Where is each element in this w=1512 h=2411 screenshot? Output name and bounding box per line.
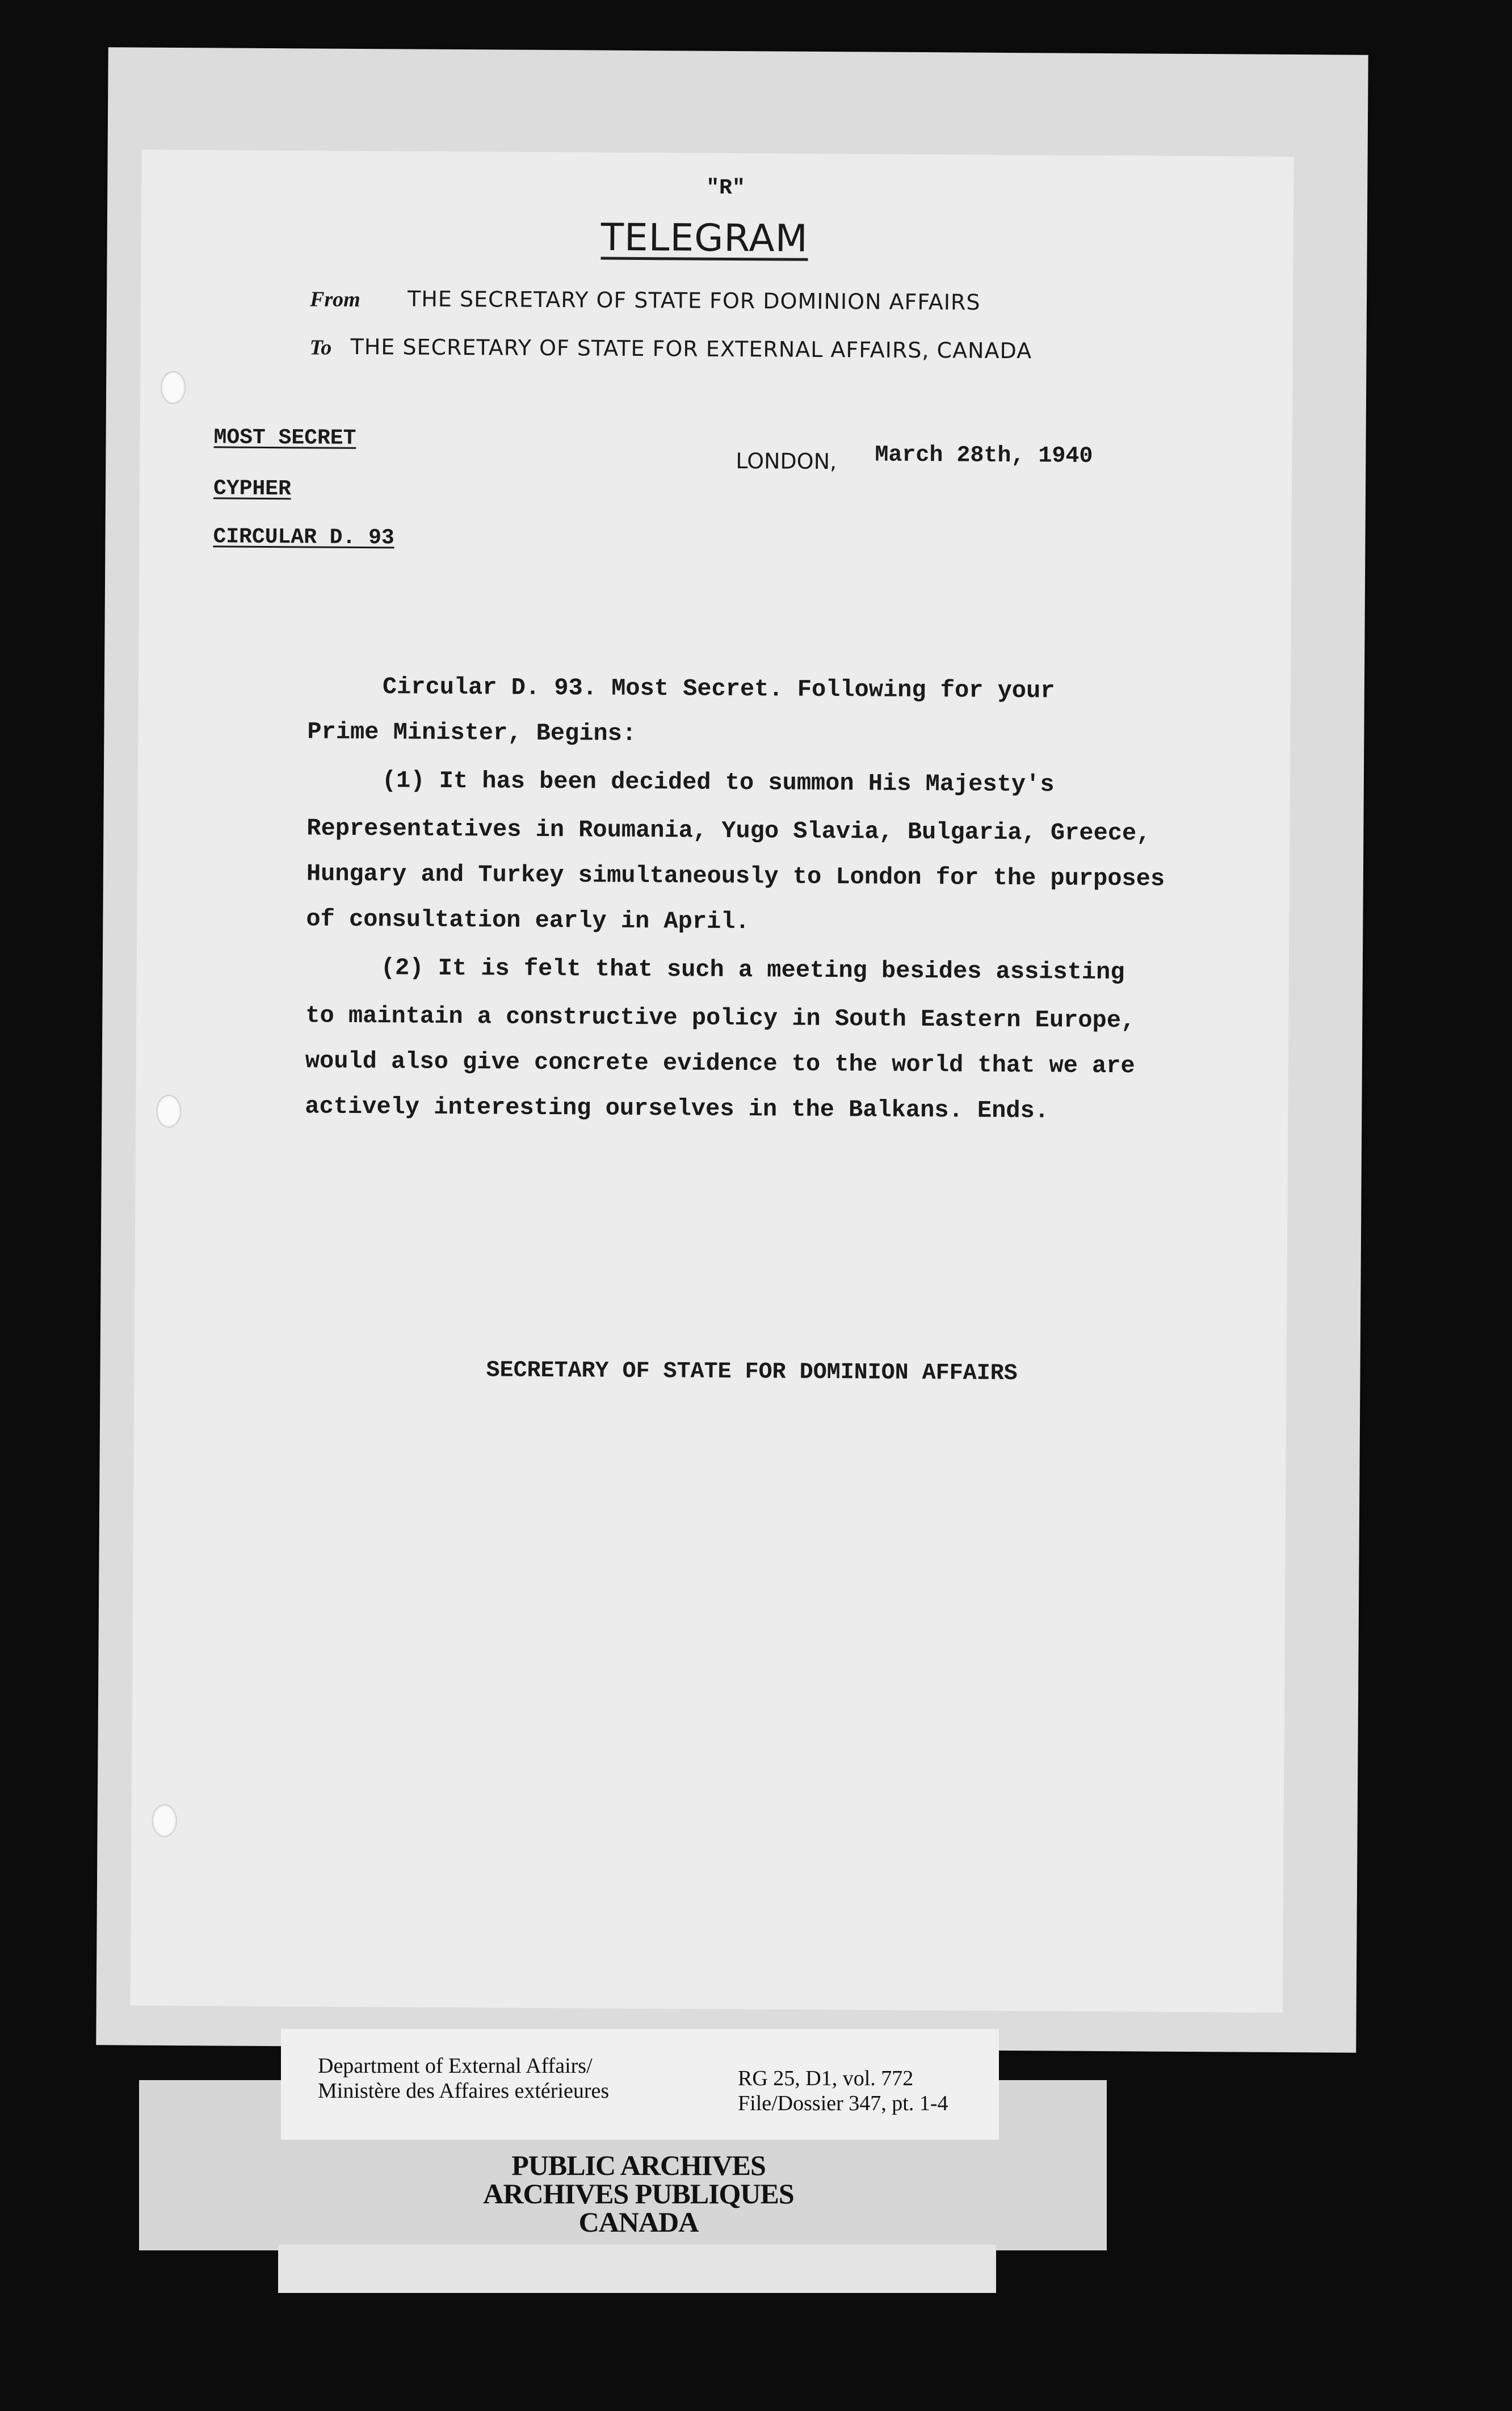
body-line: of consultation early in April. [306,905,750,936]
archives-title-en: PUBLIC ARCHIVES [511,2149,766,2181]
punch-hole [161,371,186,404]
punch-hole [156,1095,181,1128]
signature-line: SECRETARY OF STATE FOR DOMINION AFFAIRS [486,1358,1018,1387]
archives-title-fr: ARCHIVES PUBLIQUES [483,2178,794,2210]
body-line: Representatives in Roumania, Yugo Slavia, Bulgaria, Greece, [306,814,1151,847]
from-value: THE SECRETARY OF STATE FOR DOMINION AFFAIRS [407,286,981,315]
place-of-origin: LONDON, [736,448,837,474]
department-en: Department of External Affairs/ [318,2054,593,2078]
body-line: (1) It has been decided to summon His Majesty's [381,767,1055,799]
routing-mark: "R" [706,175,745,201]
from-label: From [309,287,360,312]
department-fr: Ministère des Affaires extérieures [318,2079,610,2103]
record-group-reference: RG 25, D1, vol. 772 [738,2066,914,2090]
body-line: (2) It is felt that such a meeting besides assisting [380,954,1125,986]
body-line: would also give concrete evidence to the world that we are [305,1047,1135,1080]
body-line: to maintain a constructive policy in South Eastern Europe, [305,1002,1136,1035]
body-line: Hungary and Turkey simultaneously to London for the purposes [306,860,1165,893]
document-title: TELEGRAM [600,215,808,261]
archive-label-strip [278,2245,996,2293]
to-label: To [309,335,332,360]
telegram-page [96,47,1368,2052]
body-line: Circular D. 93. Most Secret. Following for your [382,673,1055,705]
punch-hole [152,1804,177,1837]
archives-country: CANADA [578,2206,699,2238]
classification-cypher: CYPHER [213,476,291,502]
file-reference: File/Dossier 347, pt. 1-4 [738,2091,948,2115]
to-value: THE SECRETARY OF STATE FOR EXTERNAL AFFAIRS, CANADA [350,334,1032,364]
telegram-date: March 28th, 1940 [875,442,1093,469]
body-line: actively interesting ourselves in the Balkans. Ends. [305,1093,1049,1125]
classification-circular: CIRCULAR D. 93 [213,524,394,551]
classification-most-secret: MOST SECRET [213,425,356,451]
body-line: Prime Minister, Begins: [307,718,637,747]
